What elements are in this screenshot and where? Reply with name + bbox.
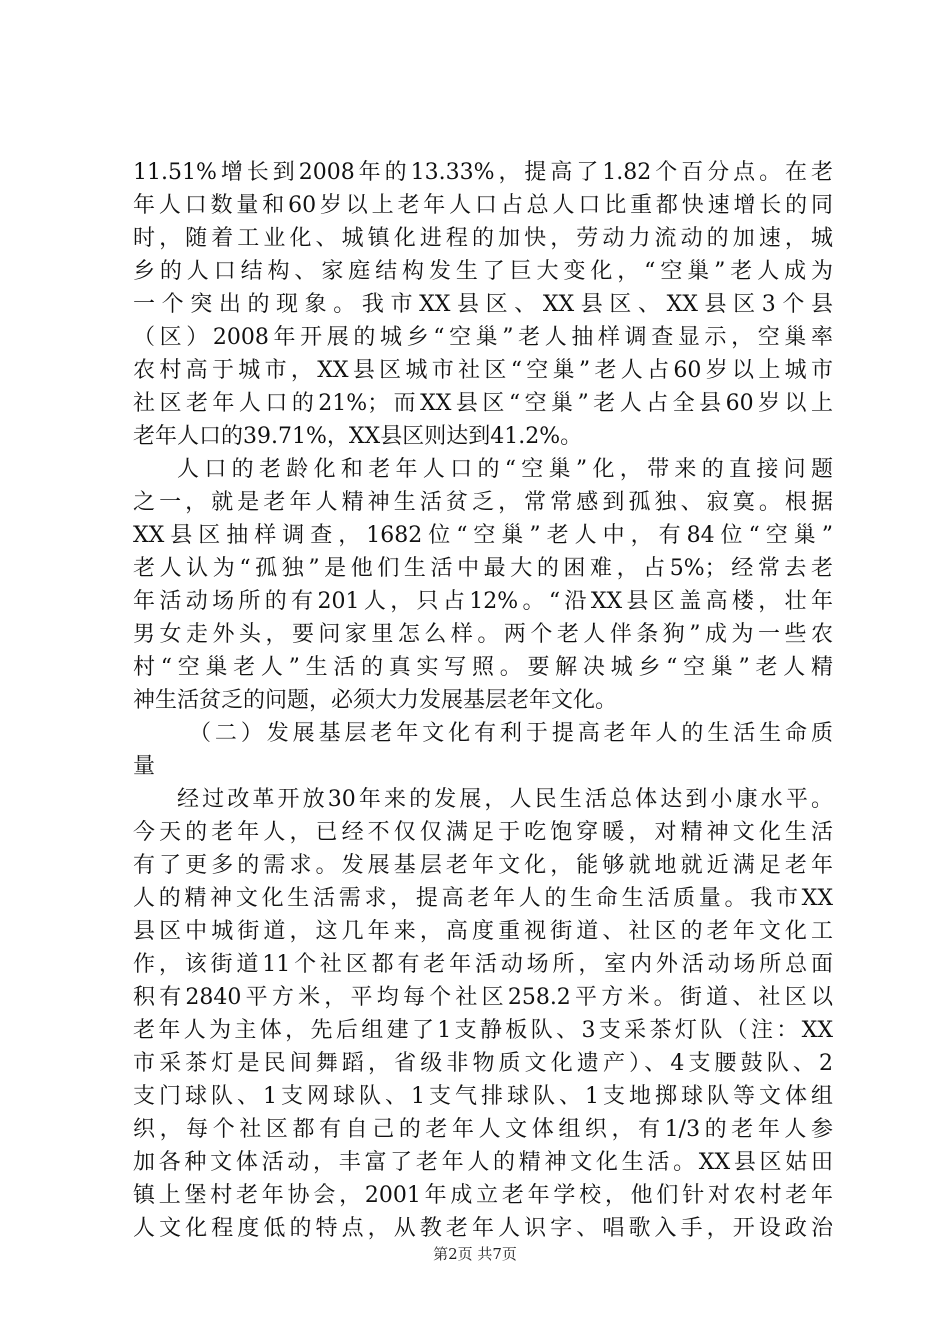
text-line: 一个突出的现象。我市XX县区、XX县区、XX县区3个县 bbox=[133, 292, 833, 317]
text-line: 经过改革开放30年来的发展，人民生活总体达到小康水平。 bbox=[177, 787, 833, 812]
text-line: XX县区抽样调查，1682位“空巢”老人中，有84位“空巢” bbox=[133, 523, 833, 548]
text-line: 年人口数量和60岁以上老年人口占总人口比重都快速增长的同 bbox=[133, 193, 833, 218]
text-line: 有了更多的需求。发展基层老年文化，能够就地就近满足老年 bbox=[133, 853, 833, 878]
text-line: 社区老年人口的21%；而XX县区“空巢”老人占全县60岁以上 bbox=[133, 391, 833, 416]
text-line: 加各种文体活动，丰富了老年人的精神文化生活。XX县区姑田 bbox=[133, 1150, 833, 1175]
text-line: 老人认为“孤独”是他们生活中最大的困难，占5%；经常去老 bbox=[133, 556, 833, 581]
text-line: 镇上堡村老年协会，2001年成立老年学校，他们针对农村老年 bbox=[133, 1183, 833, 1208]
text-line: 作，该街道11个社区都有老年活动场所，室内外活动场所总面 bbox=[133, 952, 833, 977]
text-line: 老年人为主体，先后组建了1支静板队、3支采茶灯队（注：XX bbox=[133, 1018, 833, 1043]
text-line: 老年人口的39.71%，XX县区则达到41.2%。 bbox=[133, 424, 583, 449]
text-line: 乡的人口结构、家庭结构发生了巨大变化，“空巢”老人成为 bbox=[133, 259, 833, 284]
text-line: 积有2840平方米，平均每个社区258.2平方米。街道、社区以 bbox=[133, 985, 833, 1010]
text-line: 织，每个社区都有自己的老年人文体组织，有1/3的老年人参 bbox=[133, 1117, 833, 1142]
paragraph-population-statistics bbox=[133, 156, 833, 453]
text-line: 11.51%增长到2008年的13.33%，提高了1.82个百分点。在老 bbox=[133, 160, 833, 185]
paragraph-cultural-activities bbox=[133, 783, 833, 1245]
text-line: 支门球队、1支网球队、1支气排球队、1支地掷球队等文体组 bbox=[133, 1084, 833, 1109]
text-line: 农村高于城市，XX县区城市社区“空巢”老人占60岁以上城市 bbox=[133, 358, 833, 383]
text-line: 人文化程度低的特点，从教老年人识字、唱歌入手，开设政治 bbox=[133, 1216, 833, 1241]
paragraph-empty-nest-loneliness bbox=[133, 453, 833, 717]
text-line: 年活动场所的有201人，只占12%。“沿XX县区盖高楼，壮年 bbox=[133, 589, 833, 614]
text-line: 今天的老年人，已经不仅仅满足于吃饱穿暖，对精神文化生活 bbox=[133, 820, 833, 845]
text-line: 之一，就是老年人精神生活贫乏，常常感到孤独、寂寞。根据 bbox=[133, 490, 833, 515]
text-line: 神生活贫乏的问题，必须大力发展基层老年文化。 bbox=[133, 688, 618, 713]
text-line: 市采茶灯是民间舞蹈，省级非物质文化遗产）、4支腰鼓队、2 bbox=[133, 1051, 833, 1076]
section-heading bbox=[133, 717, 833, 783]
text-line: 时，随着工业化、城镇化进程的加快，劳动力流动的加速，城 bbox=[133, 226, 833, 251]
heading-line: 量 bbox=[133, 754, 156, 779]
document-body bbox=[133, 156, 833, 1245]
text-line: 县区中城街道，这几年来，高度重视街道、社区的老年文化工 bbox=[133, 919, 833, 944]
page-number-footer: 第2页 共7页 bbox=[433, 1245, 517, 1263]
text-line: （区）2008年开展的城乡“空巢”老人抽样调查显示，空巢率 bbox=[133, 325, 833, 350]
text-line: 男女走外头，要问家里怎么样。两个老人伴条狗”成为一些农 bbox=[133, 622, 833, 647]
text-line: 人的精神文化生活需求，提高老年人的生命生活质量。我市XX bbox=[133, 886, 833, 911]
text-line: 人口的老龄化和老年人口的“空巢”化，带来的直接问题 bbox=[177, 457, 833, 482]
text-line: 村“空巢老人”生活的真实写照。要解决城乡“空巢”老人精 bbox=[133, 655, 833, 680]
heading-line: （二）发展基层老年文化有利于提高老年人的生活生命质 bbox=[189, 721, 833, 746]
